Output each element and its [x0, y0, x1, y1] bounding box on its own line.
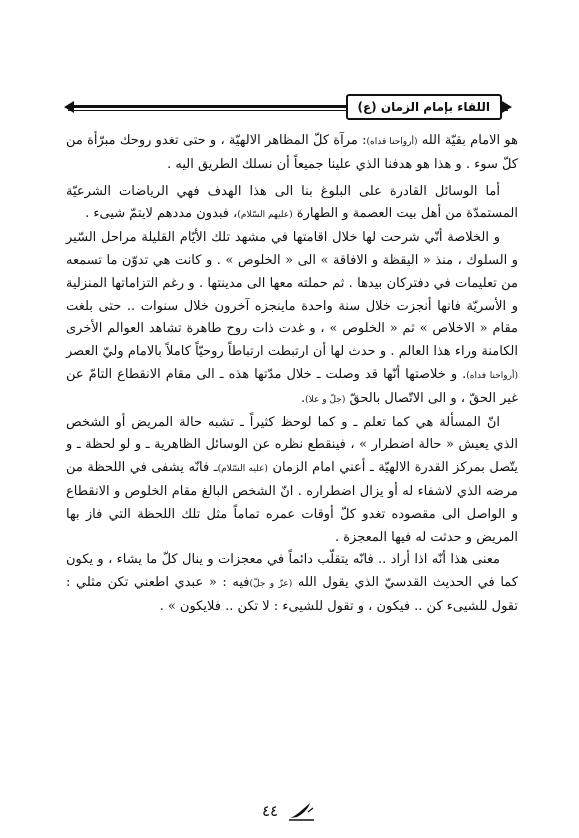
- honorific-note: (أرواحنا فداه): [366, 137, 418, 147]
- paragraph-5: [66, 549, 518, 618]
- honorific-note: (عزّ و جلّ): [249, 579, 293, 590]
- paragraph-3-text: و الخلاصة أنّي شرحت لها خلال اقامتها في مشهد تلك الأيّام القليلة مراحل السّير و السلوك ، منذ « اليقظة و الافاقة » الى « الخلوص » . و كانت هي تدوّن ما تسمعه من تعليمات في دفتركان بيدها . ثم حملته معها الى مدينتها . و رغم التزاماتها المنزلية و الأسريّة فانها أنجزت خلال سنة واحدة ماينجزه آخرون خلال سنوات .. حتى بلغت مقام « الاخلاص » ثم « الخلوص » ، و غدت ذات روح طاهرة تشاهد العوالم الأخرى الكامنة وراء هذا العالم . و حدث لها أن ارتبطت ارتباطاً روحيّاً كاملاً بالامام وليّ العصر: [66, 230, 518, 360]
- paragraph-3-text-end: .: [301, 390, 306, 406]
- paragraph-5-text-cont: فيه : « عبدي اطعني تكن مثلي : تقول للشيىء كن .. فيكون ، و تقول للشيىء : لا تكن .. فلايكون » .: [66, 575, 518, 614]
- header-ornament-right: [502, 101, 512, 113]
- page-footer: [0, 800, 579, 830]
- paragraph-4: [66, 412, 518, 550]
- paragraph-5-text: معنى هذا أنّه اذا أراد .. فانّه يتقلّب دائماً في معجزات و ينال كلّ ما يشاء ، و يكون كما في الحديث القدسيّ الذي يقول الله: [66, 552, 518, 591]
- header-title-frame: [346, 94, 503, 120]
- paragraph-2-text: أما الوسائل القادرة على البلوغ بنا الى هذا الهدف فهي الرياضات الشرعيّة المستمدّة من أهل بيت العصمة و الطهارة: [66, 183, 518, 222]
- paragraph-2: [66, 181, 518, 228]
- running-header: [68, 92, 508, 120]
- paragraph-4-text-cont: ـ فانّه يشفى في اللحظة من مرضه الذي لاشفاء له أو يزال اضطراره . انّ الشخص البالغ مقام الخلوص و الانقطاع و الواصل الى مقصوده تغدو كلّ أوقات عمره تماماً مثل تلك اللحظة التي فاز بها المريض و حدثت له فيها المعجزة .: [66, 460, 518, 545]
- paragraph-1-text: هو الامام بقيّة الله: [417, 133, 518, 148]
- paragraph-2-text-cont: ، فبدون مددهم لايتمّ شيىء .: [85, 206, 238, 222]
- paragraph-3: [66, 227, 518, 411]
- page-number: ٤٤: [262, 802, 279, 820]
- book-title: اللقاء بإمام الزمان (ع): [357, 100, 490, 114]
- honorific-note: (عليه السّلام): [217, 464, 268, 475]
- paragraph-3-text-cont: . و خلاصتها أنّها قد وصلت ـ خلال مدّتها هذه ـ الى مقام الانقطاع التامّ عن غير الحقّ ، و الى الاتّصال بالحقّ: [66, 366, 518, 406]
- page-body: [66, 130, 518, 619]
- honorific-note: (أرواحنا فداه): [466, 370, 518, 381]
- header-ornament-left: [64, 101, 74, 113]
- honorific-note: (جلّ و علا): [305, 394, 346, 405]
- paragraph-1: [66, 130, 518, 177]
- honorific-note: (عليهم السّلام): [237, 210, 293, 221]
- paragraph-1-text-cont: : مرآة كلّ المظاهر الالهيّة ، و حتى تغدو روحك مبرّأة من كلّ سوء . و هذا هو هدفنا الذي علينا جميعاً أن نسلك الطريق اليه .: [66, 133, 518, 172]
- paragraph-4-text: انّ المسألة هي كما تعلم ـ و كما لوحظ كثيراً ـ تشبه حالة المريض أو الشخص الذي يعيش « حالة اضطرار » ، فينقطع نظره عن الوسائل الظاهرية ـ و لو لحظة ـ و يتّصل بمركز القدرة الالهيّة ـ أعني امام الزمان: [66, 414, 519, 476]
- quill-icon: [288, 800, 316, 822]
